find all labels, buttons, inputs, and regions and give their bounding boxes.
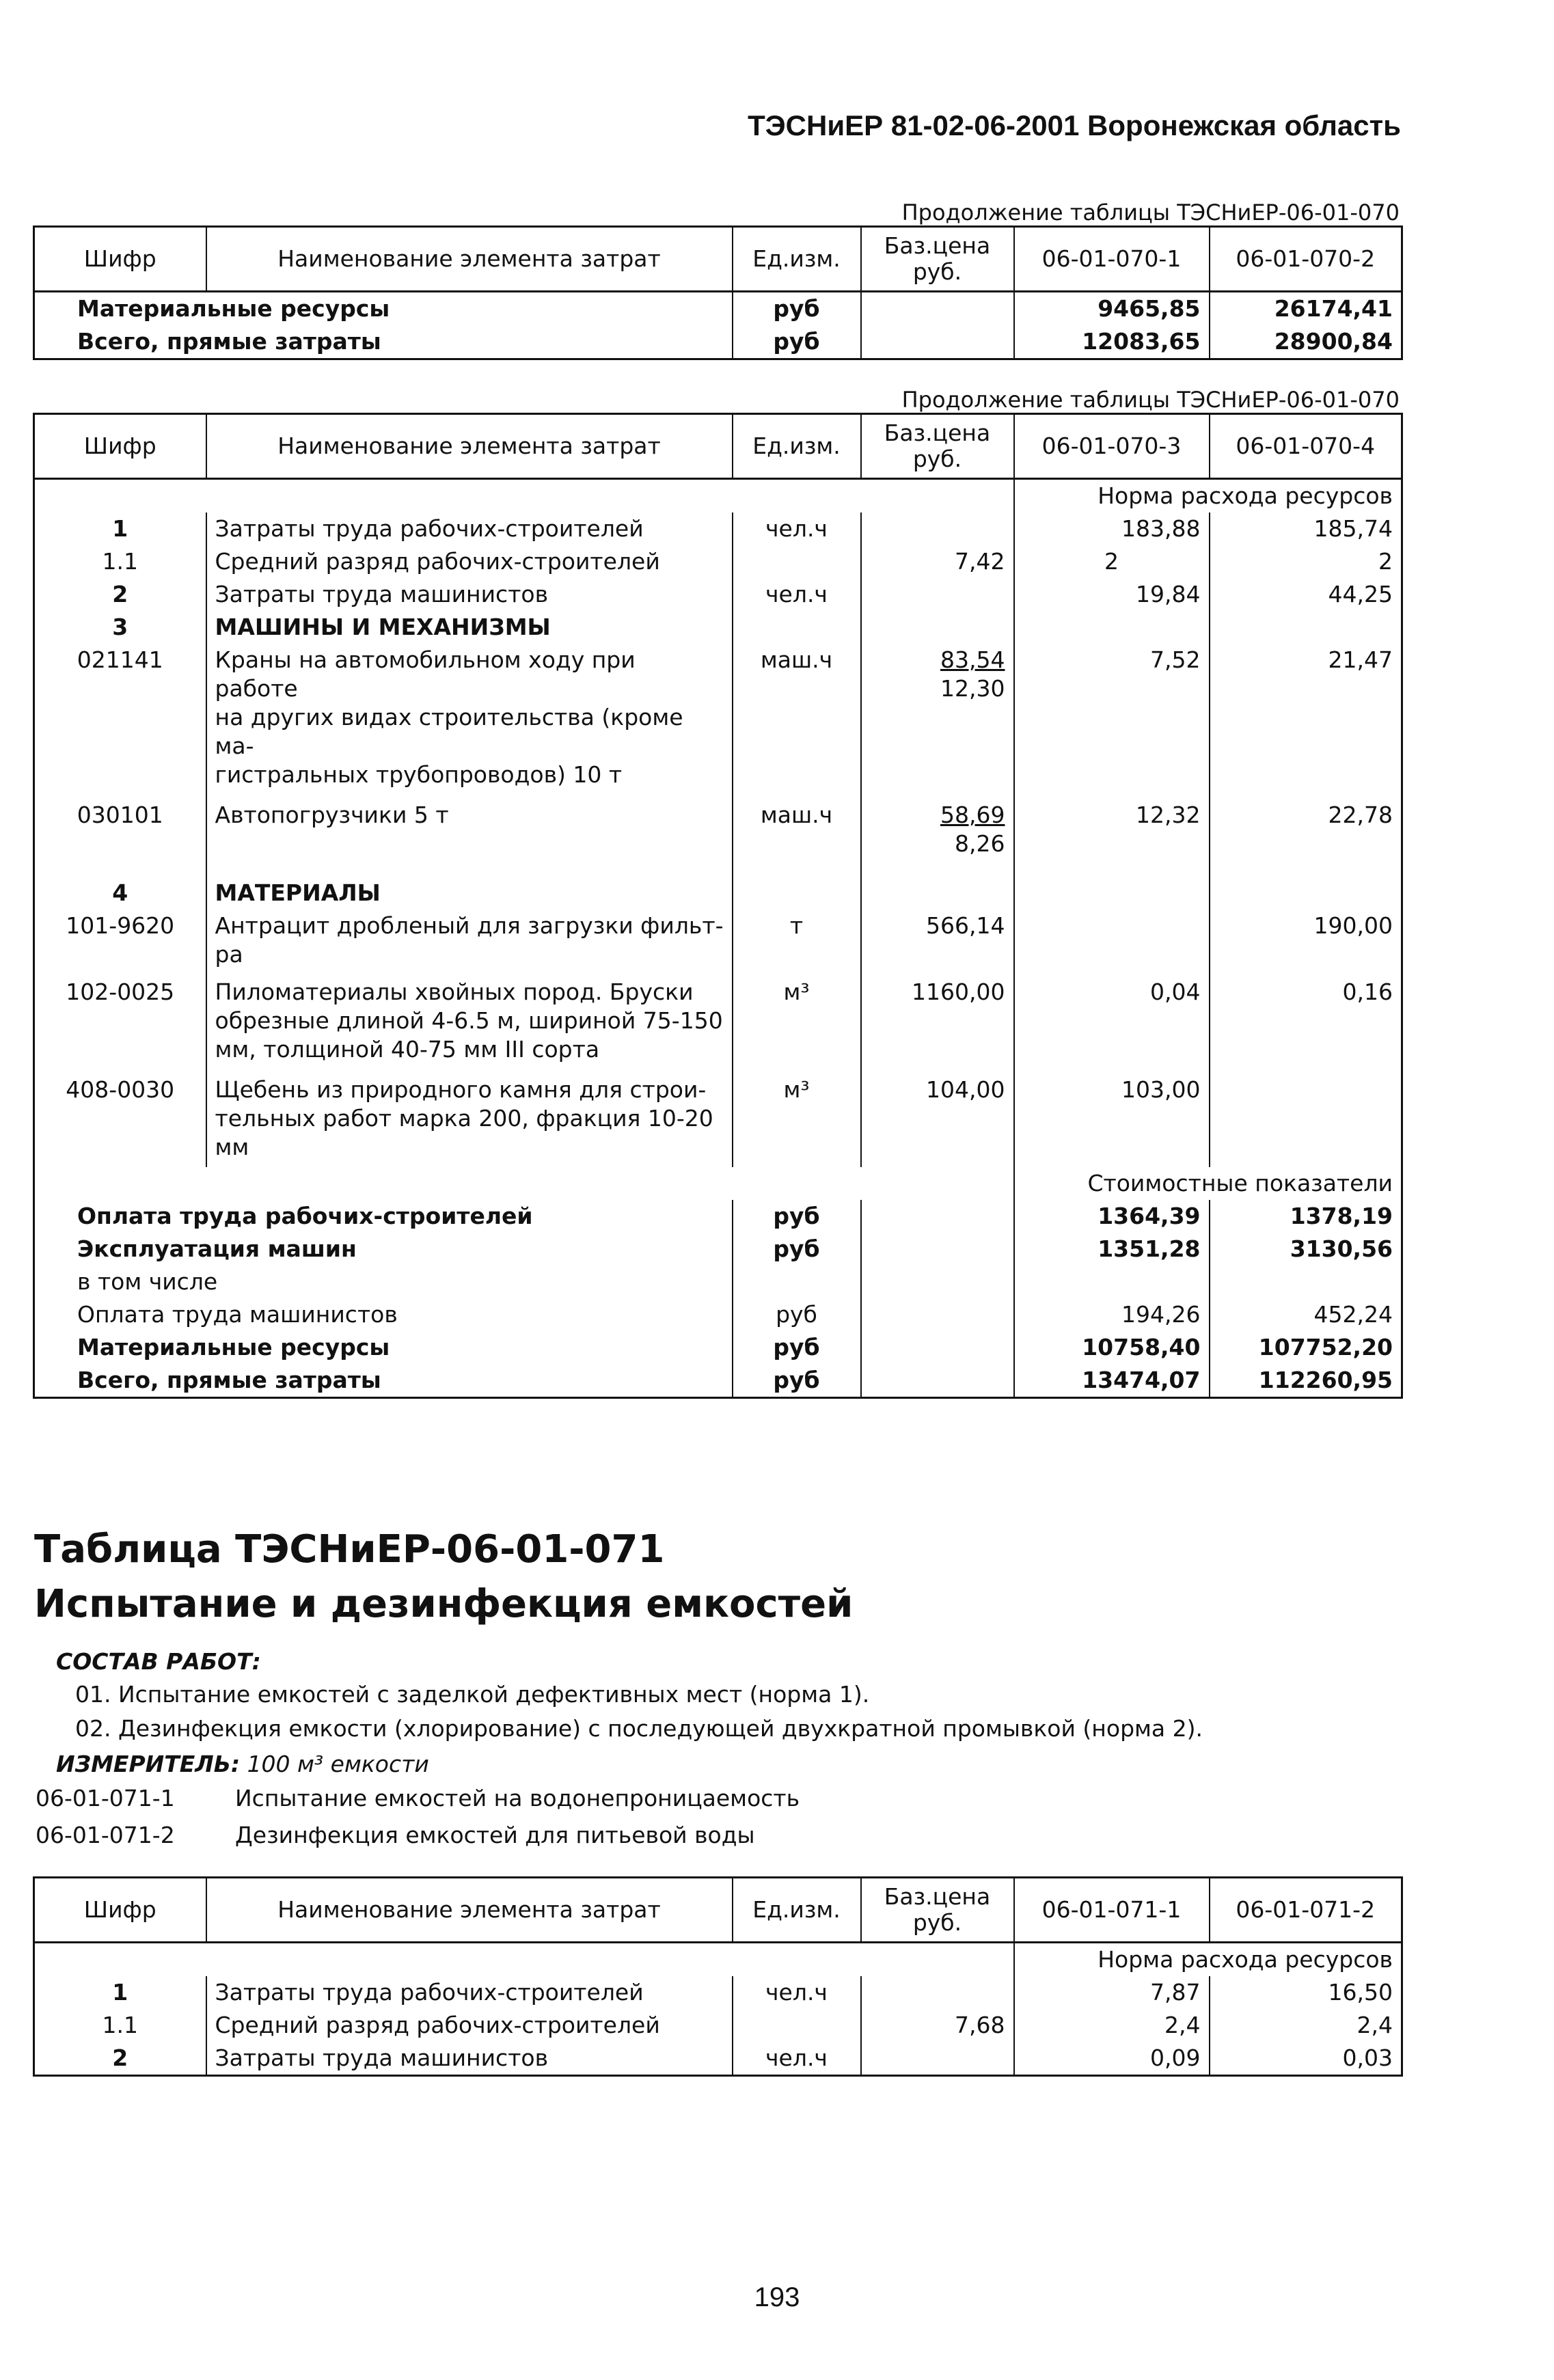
col-b-header: 06-01-070-4: [1210, 414, 1402, 479]
col-b-header: 06-01-070-2: [1210, 227, 1402, 292]
col-a-header: 06-01-071-1: [1014, 1878, 1210, 1943]
table-row: 1.1 Средний разряд рабочих-строителей 7,68 2,4 2,4: [34, 2009, 1402, 2042]
col-b-header: 06-01-071-2: [1210, 1878, 1402, 1943]
col-code-header: Шифр: [34, 227, 206, 292]
table-row: Оплата труда рабочих-строителей руб 1364,39 1378,19: [34, 1200, 1402, 1233]
norm-description: Испытание емкостей на водонепроницаемость: [235, 1785, 800, 1811]
col-name-header: Наименование элемента затрат: [206, 227, 733, 292]
norm-code: 06-01-071-2: [36, 1822, 175, 1848]
page-header: ТЭСНиЕР 81-02-06-2001 Воронежская область: [748, 109, 1401, 141]
col-a-header: 06-01-070-1: [1014, 227, 1210, 292]
cost-band-row: Стоимостные показатели: [34, 1167, 1402, 1200]
col-name-header: Наименование элемента затрат: [206, 1878, 733, 1943]
section-title: Таблица ТЭСНиЕР-06-01-071: [34, 1527, 665, 1572]
work-item: 02. Дезинфекция емкости (хлорирование) с последующей двухкратной промывкой (норма 2).: [75, 1715, 1203, 1742]
table-070-part2: [33, 413, 1403, 1399]
table-row: 2 Затраты труда машинистов чел.ч 19,84 44,25: [34, 578, 1402, 611]
table-header-row: [34, 1878, 1402, 1943]
table-070-part1: [33, 225, 1403, 360]
table-row: 1 Затраты труда рабочих-строителей чел.ч 7,87 16,50: [34, 1976, 1402, 2009]
col-name-header: Наименование элемента затрат: [206, 414, 733, 479]
table-row: 408-0030 Щебень из природного камня для строи- тельных работ марка 200, фракция 10-20 мм м³ 104,00 103,00: [34, 1066, 1402, 1167]
table-row: 2 Затраты труда машинистов чел.ч 0,09 0,03: [34, 2042, 1402, 2076]
table-row: Всего, прямые затраты руб 12083,65 28900,84: [34, 325, 1402, 359]
col-code-header: Шифр: [34, 414, 206, 479]
table-071: [33, 1876, 1403, 2077]
col-a-header: 06-01-070-3: [1014, 414, 1210, 479]
work-item: 01. Испытание емкостей с заделкой дефективных мест (норма 1).: [75, 1681, 870, 1708]
table-row: Материальные ресурсы руб 10758,40 107752,20: [34, 1331, 1402, 1364]
col-unit-header: Ед.изм.: [733, 414, 861, 479]
table-header-row: [34, 414, 1402, 479]
norm-band-row: Норма расхода ресурсов: [34, 1943, 1402, 1977]
norm-band-row: Норма расхода ресурсов: [34, 479, 1402, 513]
col-price-header: Баз.цена руб.: [861, 414, 1014, 479]
section-row: 3 МАШИНЫ И МЕХАНИЗМЫ: [34, 611, 1402, 644]
table-row: Всего, прямые затраты руб 13474,07 112260,95: [34, 1364, 1402, 1398]
table-row: 102-0025 Пиломатериалы хвойных пород. Бруски обрезные длиной 4-6.5 м, шириной 75-150 мм, толщиной 40-75 мм III сорта м³ 1160,00 0,04 0,16: [34, 971, 1402, 1066]
col-code-header: Шифр: [34, 1878, 206, 1943]
table-row: в том числе: [34, 1266, 1402, 1298]
continuation-note: Продолжение таблицы ТЭСНиЕР-06-01-070: [901, 200, 1400, 225]
col-price-header: Баз.цена руб.: [861, 227, 1014, 292]
works-label: СОСТАВ РАБОТ:: [56, 1648, 261, 1675]
col-price-header: Баз.цена руб.: [861, 1878, 1014, 1943]
table-row: 021141 Краны на автомобильном ходу при работе на других видах строительства (кроме ма- гистральных трубопроводов) 10 т маш.ч 83,54 12,30 7,52 21,47: [34, 644, 1402, 791]
continuation-note: Продолжение таблицы ТЭСНиЕР-06-01-070: [901, 387, 1400, 413]
norm-code: 06-01-071-1: [36, 1785, 175, 1811]
table-row: Эксплуатация машин руб 1351,28 3130,56: [34, 1233, 1402, 1266]
norm-description: Дезинфекция емкостей для питьевой воды: [235, 1822, 755, 1848]
table-row: Материальные ресурсы руб 9465,85 26174,41: [34, 292, 1402, 326]
col-unit-header: Ед.изм.: [733, 227, 861, 292]
table-row: 030101 Автопогрузчики 5 т маш.ч 58,69 8,26 12,32 22,78: [34, 791, 1402, 872]
col-unit-header: Ед.изм.: [733, 1878, 861, 1943]
table-header-row: [34, 227, 1402, 292]
table-row: Оплата труда машинистов руб 194,26 452,24: [34, 1298, 1402, 1331]
section-subtitle: Испытание и дезинфекция емкостей: [34, 1582, 854, 1626]
meter-line: ИЗМЕРИТЕЛЬ: 100 м³ емкости: [56, 1751, 429, 1777]
table-row: 1.1 Средний разряд рабочих-строителей 7,42 2 2: [34, 545, 1402, 578]
table-row: 1 Затраты труда рабочих-строителей чел.ч 183,88 185,74: [34, 512, 1402, 545]
page-number: 193: [754, 2282, 800, 2312]
section-row: 4 МАТЕРИАЛЫ: [34, 872, 1402, 909]
table-row: 101-9620 Антрацит дробленый для загрузки фильт- ра т 566,14 190,00: [34, 909, 1402, 971]
